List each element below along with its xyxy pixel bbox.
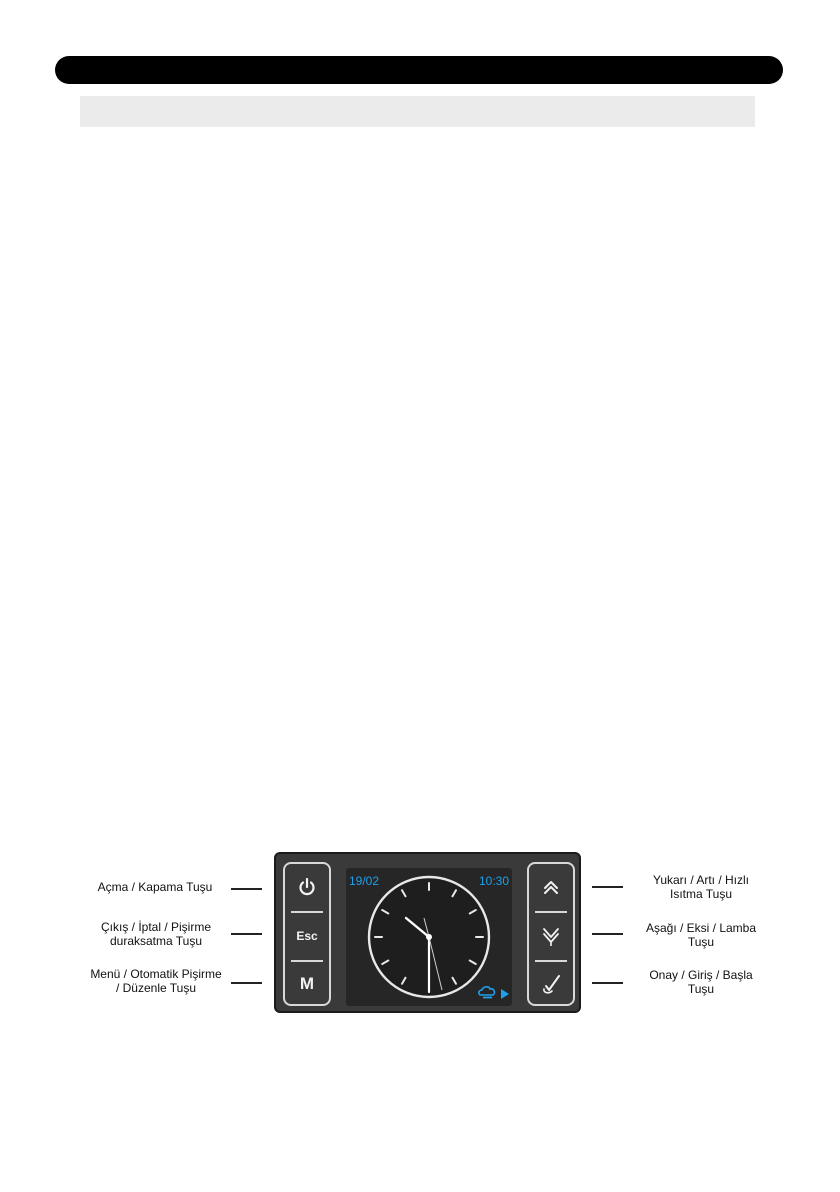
- label-power-key: Açma / Kapama Tuşu: [97, 880, 213, 894]
- section-subheader-bar: [80, 96, 755, 127]
- screen-time: 10:30: [478, 874, 509, 888]
- menu-key[interactable]: [285, 961, 329, 1007]
- checkmark-icon: [540, 973, 562, 995]
- ok-key[interactable]: [529, 961, 573, 1007]
- display-screen: [346, 868, 512, 1006]
- label-down-key: Aşağı / Eksi / Lamba Tuşu: [645, 921, 757, 949]
- left-key-column: [283, 862, 331, 1006]
- power-icon: [297, 877, 317, 897]
- leader-line-down: [592, 933, 623, 935]
- label-ok-key: Onay / Giriş / Başla Tuşu: [649, 968, 753, 996]
- up-key[interactable]: [529, 864, 573, 910]
- leader-line-up: [592, 886, 623, 888]
- control-panel: [274, 852, 581, 1013]
- label-esc-key: Çıkış / İptal / Pişirme duraksatma Tuşu: [100, 920, 212, 948]
- lamp-icon: [540, 925, 562, 947]
- chef-hat-icon: [478, 986, 498, 1000]
- power-key[interactable]: [285, 864, 329, 910]
- screen-date: 19/02: [349, 874, 380, 888]
- right-key-column: [527, 862, 575, 1006]
- section-header-bar: [55, 56, 783, 84]
- label-up-key: Yukarı / Artı / Hızlı Isıtma Tuşu: [652, 873, 750, 901]
- label-menu-key: Menü / Otomatik Pişirme / Düzenle Tuşu: [90, 967, 222, 995]
- esc-key-label: Esc: [296, 929, 318, 943]
- analog-clock: [366, 874, 492, 1000]
- down-key[interactable]: [529, 913, 573, 959]
- leader-line-ok: [592, 982, 623, 984]
- leader-line-esc: [231, 933, 262, 935]
- play-icon: [500, 989, 510, 999]
- menu-key-label: M: [299, 974, 315, 993]
- double-chevron-up-icon: [541, 877, 561, 897]
- esc-key[interactable]: [285, 913, 329, 959]
- leader-line-power: [231, 888, 262, 890]
- leader-line-menu: [231, 982, 262, 984]
